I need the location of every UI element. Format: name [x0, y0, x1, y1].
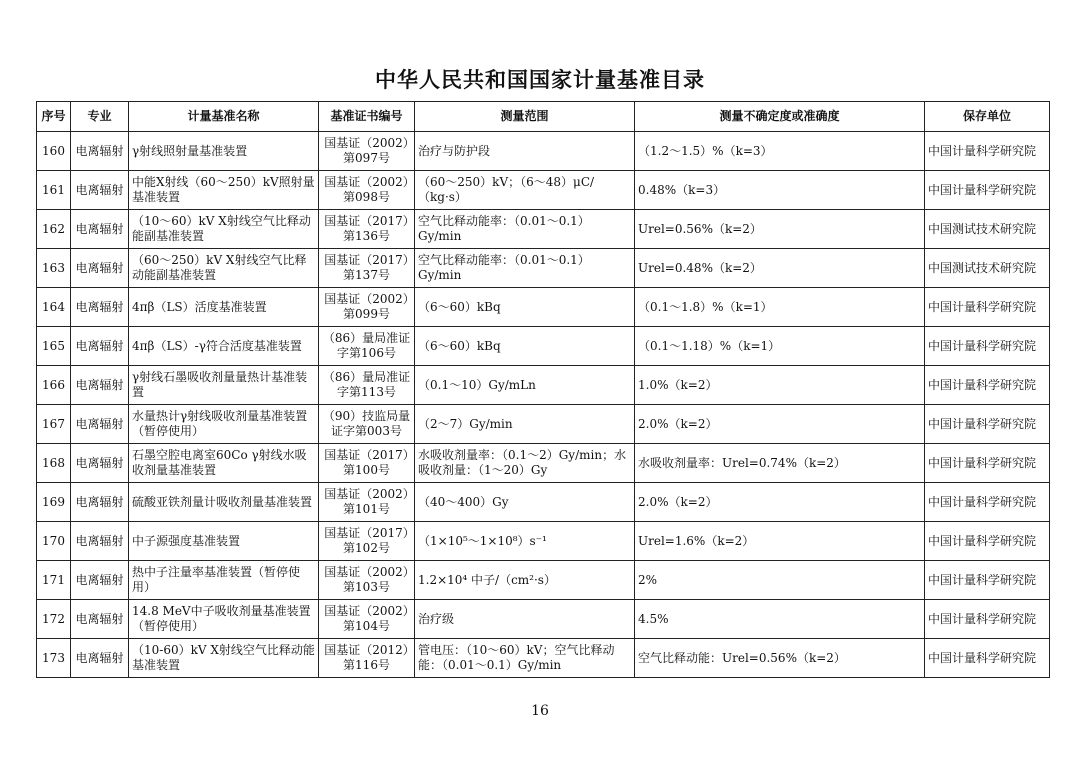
row-range: 治疗级 [415, 600, 635, 639]
row-number: 168 [37, 444, 71, 483]
table-row [37, 483, 1050, 522]
table-row [37, 366, 1050, 405]
row-range: （6～60）kBq [415, 288, 635, 327]
table-row [37, 249, 1050, 288]
table-row [37, 288, 1050, 327]
row-range: （60～250）kV；（6～48）μC/（kg·s） [415, 171, 635, 210]
page-number: 16 [531, 703, 549, 719]
row-field: 电离辐射 [71, 132, 129, 171]
table-row [37, 132, 1050, 171]
row-field: 电离辐射 [71, 561, 129, 600]
row-institution: 中国计量科学研究院 [925, 483, 1050, 522]
row-uncertainty: 2.0%（k=2） [635, 405, 925, 444]
row-standard-name: 中能X射线（60～250）kV照射量基准装置 [129, 171, 319, 210]
row-field: 电离辐射 [71, 600, 129, 639]
row-range: （2～7）Gy/min [415, 405, 635, 444]
row-range: 空气比释动能率：（0.01～0.1）Gy/min [415, 249, 635, 288]
row-institution: 中国计量科学研究院 [925, 171, 1050, 210]
row-range: 治疗与防护段 [415, 132, 635, 171]
row-standard-name: γ射线石墨吸收剂量量热计基准装置 [129, 366, 319, 405]
row-range: （1×10⁵～1×10⁸）s⁻¹ [415, 522, 635, 561]
row-number: 170 [37, 522, 71, 561]
row-number: 169 [37, 483, 71, 522]
row-institution: 中国计量科学研究院 [925, 288, 1050, 327]
row-institution: 中国计量科学研究院 [925, 639, 1050, 678]
row-uncertainty: 水吸收剂量率：Urel=0.74%（k=2） [635, 444, 925, 483]
row-institution: 中国计量科学研究院 [925, 444, 1050, 483]
row-number: 160 [37, 132, 71, 171]
header-standard-name: 计量基准名称 [129, 102, 319, 132]
row-number: 167 [37, 405, 71, 444]
row-uncertainty: （0.1～1.18）%（k=1） [635, 327, 925, 366]
header-certificate-number: 基准证书编号 [319, 102, 415, 132]
row-institution: 中国计量科学研究院 [925, 561, 1050, 600]
document-title: 中华人民共和国国家计量基准目录 [375, 68, 705, 92]
row-number: 171 [37, 561, 71, 600]
table-row [37, 405, 1050, 444]
header-serial-number: 序号 [37, 102, 71, 132]
row-uncertainty: 4.5% [635, 600, 925, 639]
row-standard-name: 石墨空腔电离室60Co γ射线水吸收剂量基准装置 [129, 444, 319, 483]
header-field: 专业 [71, 102, 129, 132]
row-standard-name: γ射线照射量基准装置 [129, 132, 319, 171]
row-field: 电离辐射 [71, 522, 129, 561]
row-standard-name: 热中子注量率基准装置（暂停使用） [129, 561, 319, 600]
header-institution: 保存单位 [925, 102, 1050, 132]
row-field: 电离辐射 [71, 249, 129, 288]
row-standard-name: （10～60）kV X射线空气比释动能副基准装置 [129, 210, 319, 249]
row-certificate: 国基证（2017）第100号 [319, 444, 415, 483]
row-number: 165 [37, 327, 71, 366]
header-measurement-range: 测量范围 [415, 102, 635, 132]
row-range: 空气比释动能率：（0.01～0.1）Gy/min [415, 210, 635, 249]
row-number: 161 [37, 171, 71, 210]
row-institution: 中国计量科学研究院 [925, 405, 1050, 444]
row-uncertainty: 1.0%（k=2） [635, 366, 925, 405]
row-uncertainty: Urel=0.56%（k=2） [635, 210, 925, 249]
row-uncertainty: 0.48%（k=3） [635, 171, 925, 210]
table-header-row [37, 102, 1050, 132]
table-row [37, 327, 1050, 366]
row-field: 电离辐射 [71, 405, 129, 444]
row-uncertainty: 2.0%（k=2） [635, 483, 925, 522]
row-field: 电离辐射 [71, 444, 129, 483]
row-uncertainty: （1.2～1.5）%（k=3） [635, 132, 925, 171]
row-field: 电离辐射 [71, 483, 129, 522]
row-certificate: 国基证（2002）第098号 [319, 171, 415, 210]
row-standard-name: 4πβ（LS）-γ符合活度基准装置 [129, 327, 319, 366]
table-row [37, 444, 1050, 483]
row-certificate: 国基证（2017）第136号 [319, 210, 415, 249]
table-row [37, 561, 1050, 600]
row-number: 172 [37, 600, 71, 639]
row-standard-name: 中子源强度基准装置 [129, 522, 319, 561]
row-uncertainty: 空气比释动能：Urel=0.56%（k=2） [635, 639, 925, 678]
row-standard-name: 硫酸亚铁剂量计吸收剂量基准装置 [129, 483, 319, 522]
row-range: 水吸收剂量率：（0.1～2）Gy/min；水吸收剂量：（1～20）Gy [415, 444, 635, 483]
row-institution: 中国计量科学研究院 [925, 600, 1050, 639]
row-range: （0.1～10）Gy/mLn [415, 366, 635, 405]
table-row [37, 522, 1050, 561]
row-standard-name: 4πβ（LS）活度基准装置 [129, 288, 319, 327]
row-certificate: （86）量局准证字第113号 [319, 366, 415, 405]
row-certificate: 国基证（2002）第104号 [319, 600, 415, 639]
row-number: 163 [37, 249, 71, 288]
row-range: 管电压：（10～60）kV；空气比释动能：（0.01～0.1）Gy/min [415, 639, 635, 678]
row-institution: 中国计量科学研究院 [925, 366, 1050, 405]
row-number: 173 [37, 639, 71, 678]
table-row [37, 639, 1050, 678]
row-certificate: 国基证（2002）第103号 [319, 561, 415, 600]
row-range: （6～60）kBq [415, 327, 635, 366]
row-certificate: 国基证（2017）第102号 [319, 522, 415, 561]
row-uncertainty: Urel=0.48%（k=2） [635, 249, 925, 288]
row-standard-name: （10-60）kV X射线空气比释动能基准装置 [129, 639, 319, 678]
row-number: 166 [37, 366, 71, 405]
row-standard-name: 14.8 MeV中子吸收剂量基准装置（暂停使用） [129, 600, 319, 639]
row-field: 电离辐射 [71, 288, 129, 327]
row-certificate: 国基证（2012）第116号 [319, 639, 415, 678]
row-range: （40～400）Gy [415, 483, 635, 522]
row-standard-name: （60～250）kV X射线空气比释动能副基准装置 [129, 249, 319, 288]
table-row [37, 210, 1050, 249]
row-institution: 中国计量科学研究院 [925, 132, 1050, 171]
row-certificate: 国基证（2002）第097号 [319, 132, 415, 171]
row-field: 电离辐射 [71, 366, 129, 405]
row-institution: 中国计量科学研究院 [925, 522, 1050, 561]
row-institution: 中国测试技术研究院 [925, 249, 1050, 288]
row-standard-name: 水量热计γ射线吸收剂量基准装置（暂停使用） [129, 405, 319, 444]
row-uncertainty: （0.1～1.8）%（k=1） [635, 288, 925, 327]
row-field: 电离辐射 [71, 639, 129, 678]
row-institution: 中国计量科学研究院 [925, 327, 1050, 366]
row-field: 电离辐射 [71, 327, 129, 366]
row-certificate: 国基证（2002）第099号 [319, 288, 415, 327]
row-field: 电离辐射 [71, 210, 129, 249]
row-institution: 中国测试技术研究院 [925, 210, 1050, 249]
row-certificate: （90）技监局量证字第003号 [319, 405, 415, 444]
row-number: 164 [37, 288, 71, 327]
row-certificate: （86）量局准证字第106号 [319, 327, 415, 366]
row-uncertainty: Urel=1.6%（k=2） [635, 522, 925, 561]
standards-catalog-table [36, 101, 1050, 678]
row-certificate: 国基证（2017）第137号 [319, 249, 415, 288]
table-row [37, 600, 1050, 639]
row-range: 1.2×10⁴ 中子/（cm²·s） [415, 561, 635, 600]
row-certificate: 国基证（2002）第101号 [319, 483, 415, 522]
header-uncertainty: 测量不确定度或准确度 [635, 102, 925, 132]
row-number: 162 [37, 210, 71, 249]
row-uncertainty: 2% [635, 561, 925, 600]
table-row [37, 171, 1050, 210]
row-field: 电离辐射 [71, 171, 129, 210]
